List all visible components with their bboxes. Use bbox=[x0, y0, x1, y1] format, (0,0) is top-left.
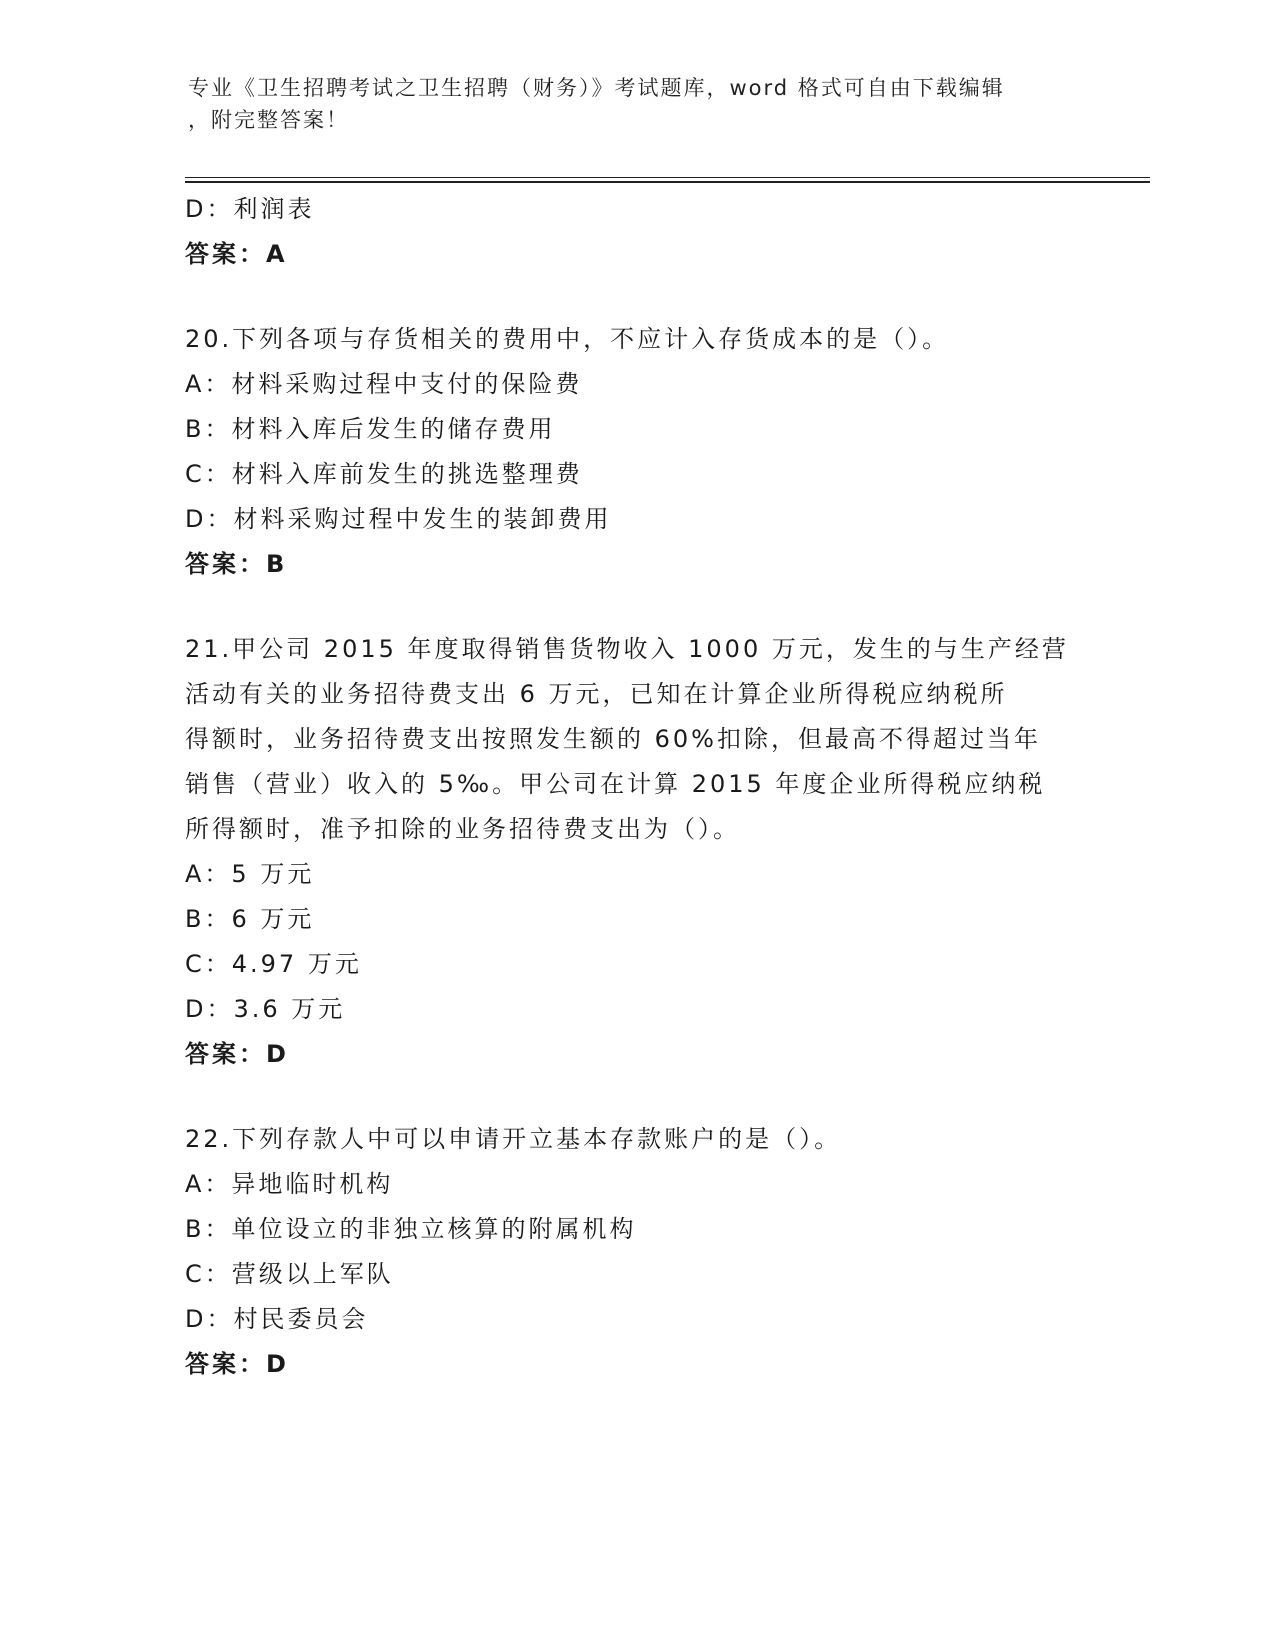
page-header bbox=[188, 72, 1068, 136]
question-stem: 20.下列各项与存货相关的费用中，不应计入存货成本的是（）。 bbox=[185, 325, 950, 353]
option-c: C：材料入库前发生的挑选整理费 bbox=[185, 460, 583, 488]
option-b: B：材料入库后发生的储存费用 bbox=[185, 415, 556, 443]
question-stem-line: 得额时，业务招待费支出按照发生额的 60%扣除，但最高不得超过当年 bbox=[185, 725, 1041, 753]
option-a: A：材料采购过程中支付的保险费 bbox=[185, 370, 583, 398]
spacer bbox=[185, 587, 1085, 627]
header-divider-thin bbox=[185, 177, 1150, 178]
option-a: A：异地临时机构 bbox=[185, 1170, 394, 1198]
prev-question-answer: 答案：A bbox=[185, 240, 288, 268]
question-stem: 22.下列存款人中可以申请开立基本存款账户的是（）。 bbox=[185, 1125, 842, 1153]
question-20 bbox=[185, 317, 1085, 587]
option-c: C：营级以上军队 bbox=[185, 1260, 394, 1288]
question-answer: 答案：D bbox=[185, 1350, 289, 1378]
option-b: B：6 万元 bbox=[185, 905, 315, 933]
question-stem-line: 销售（营业）收入的 5‰。甲公司在计算 2015 年度企业所得税应纳税 bbox=[185, 770, 1046, 798]
question-stem-line: 所得额时，准予扣除的业务招待费支出为（）。 bbox=[185, 815, 740, 843]
question-answer: 答案：B bbox=[185, 550, 288, 578]
question-stem-line: 21.甲公司 2015 年度取得销售货物收入 1000 万元，发生的与生产经营 bbox=[185, 635, 1069, 663]
option-b: B：单位设立的非独立核算的附属机构 bbox=[185, 1215, 637, 1243]
header-title-line-2: ，附完整答案！ bbox=[188, 108, 349, 132]
option-a: A：5 万元 bbox=[185, 860, 315, 888]
spacer bbox=[185, 1077, 1085, 1117]
header-divider-thick bbox=[185, 181, 1150, 183]
option-d: D：3.6 万元 bbox=[185, 995, 346, 1023]
prev-question-option-d: D：利润表 bbox=[185, 195, 315, 223]
question-21 bbox=[185, 627, 1085, 1077]
option-c: C：4.97 万元 bbox=[185, 950, 362, 978]
question-answer: 答案：D bbox=[185, 1040, 289, 1068]
option-d: D：材料采购过程中发生的装卸费用 bbox=[185, 505, 612, 533]
spacer bbox=[185, 277, 1085, 317]
option-d: D：村民委员会 bbox=[185, 1305, 369, 1333]
question-stem-line: 活动有关的业务招待费支出 6 万元，已知在计算企业所得税应纳税所 bbox=[185, 680, 1008, 708]
question-22 bbox=[185, 1117, 1085, 1387]
question-list bbox=[185, 187, 1085, 1387]
header-title-line-1: 专业《卫生招聘考试之卫生招聘（财务）》考试题库，word 格式可自由下载编辑 bbox=[188, 76, 1005, 100]
